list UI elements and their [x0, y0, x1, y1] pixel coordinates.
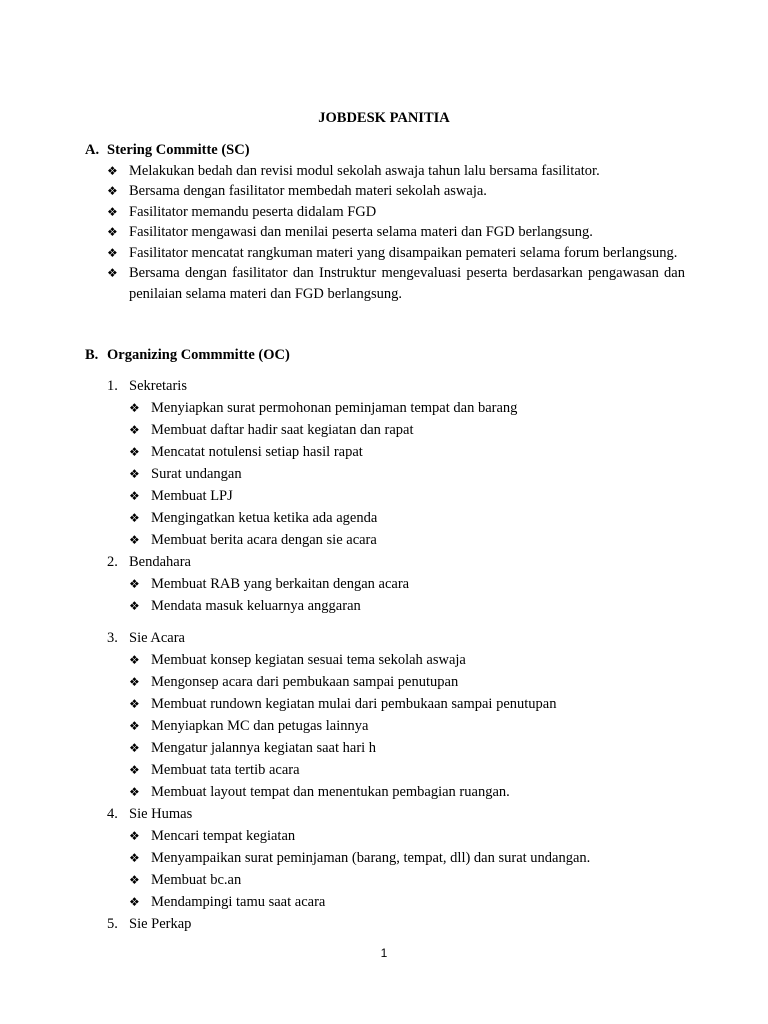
numbered-group — [107, 914, 685, 936]
list-item-text: Mencari tempat kegiatan — [151, 828, 296, 845]
diamond-bullet-icon: ❖ — [129, 785, 140, 800]
diamond-bullet-icon: ❖ — [129, 895, 140, 910]
group-heading — [107, 914, 685, 936]
diamond-bullet-icon: ❖ — [129, 873, 140, 888]
diamond-bullet-icon: ❖ — [129, 675, 140, 690]
list-item — [107, 243, 685, 264]
section-title: Stering Committe (SC) — [107, 142, 250, 158]
group-heading — [107, 552, 685, 574]
diamond-bullet-icon: ❖ — [129, 653, 140, 668]
group-number: 3. — [107, 630, 118, 647]
list-item-text: Mengonsep acara dari pembukaan sampai penutupan — [151, 674, 459, 691]
section-heading — [85, 140, 685, 161]
list-item — [107, 263, 685, 304]
list-item-text: Fasilitator mengawasi dan menilai peserta selama materi dan FGD berlangsung. — [129, 224, 593, 240]
list-item — [129, 738, 685, 760]
list-item — [129, 596, 685, 618]
list-item-text: Fasilitator memandu peserta didalam FGD — [129, 203, 377, 220]
list-item-text: Membuat konsep kegiatan sesuai tema sekolah aswaja — [151, 652, 466, 669]
diamond-bullet-icon: ❖ — [129, 533, 140, 548]
list-item — [129, 650, 685, 672]
diamond-bullet-icon: ❖ — [107, 184, 118, 198]
list-item — [129, 486, 685, 508]
section-letter: B. — [85, 347, 99, 363]
document-title: JOBDESK PANITIA — [318, 110, 450, 126]
group-name: Sekretaris — [129, 378, 187, 395]
list-item-text: Membuat bc.an — [151, 872, 242, 889]
numbered-list — [85, 376, 685, 936]
group-heading — [107, 628, 685, 650]
list-item-text: Membuat LPJ — [151, 488, 233, 505]
list-item-text: Melakukan bedah dan revisi modul sekolah aswaja tahun lalu bersama fasilitator. — [129, 162, 600, 179]
group-number: 1. — [107, 378, 118, 395]
section-heading — [85, 345, 685, 366]
group-number: 4. — [107, 806, 118, 823]
diamond-bullet-icon: ❖ — [129, 829, 140, 844]
diamond-bullet-icon: ❖ — [129, 445, 140, 460]
diamond-bullet-icon: ❖ — [129, 489, 140, 504]
group-heading — [107, 804, 685, 826]
list-item — [107, 202, 685, 223]
list-item-text: Menyiapkan surat permohonan peminjaman tempat dan barang — [151, 400, 518, 417]
list-item-text: Menyiapkan MC dan petugas lainnya — [151, 718, 369, 735]
group-name: Sie Acara — [129, 630, 185, 647]
list-item-text: Bersama dengan fasilitator membedah materi sekolah aswaja. — [129, 183, 487, 199]
numbered-group — [107, 804, 685, 914]
group-name: Bendahara — [129, 554, 191, 571]
group-number: 2. — [107, 554, 118, 571]
group-heading — [107, 376, 685, 398]
list-item-text: Fasilitator mencatat rangkuman materi yang disampaikan pemateri selama forum berlangsung. — [129, 244, 678, 261]
section-organizing-committe — [85, 345, 685, 936]
list-item-text: Membuat layout tempat dan menentukan pembagian ruangan. — [151, 784, 510, 801]
list-item — [129, 530, 685, 552]
list-item — [107, 181, 685, 202]
list-item-text: Mengatur jalannya kegiatan saat hari h — [151, 740, 377, 757]
list-item — [129, 464, 685, 486]
diamond-bullet-icon: ❖ — [129, 719, 140, 734]
numbered-group — [107, 628, 685, 804]
list-item — [129, 442, 685, 464]
list-item — [129, 848, 685, 870]
bullet-list — [107, 161, 685, 305]
list-item-text: Membuat tata tertib acara — [151, 762, 300, 779]
diamond-bullet-icon: ❖ — [107, 245, 118, 260]
list-item — [107, 161, 685, 182]
list-item-text: Mengingatkan ketua ketika ada agenda — [151, 510, 378, 527]
bullet-list — [129, 398, 685, 552]
list-item — [129, 420, 685, 442]
list-item — [129, 508, 685, 530]
list-item-text: Mendampingi tamu saat acara — [151, 894, 326, 911]
list-item — [129, 760, 685, 782]
list-item-text: Membuat rundown kegiatan mulai dari pembukaan sampai penutupan — [151, 696, 557, 713]
diamond-bullet-icon: ❖ — [129, 599, 140, 614]
diamond-bullet-icon: ❖ — [129, 467, 140, 482]
page-number: 1 — [380, 946, 388, 960]
diamond-bullet-icon: ❖ — [107, 225, 118, 239]
list-item — [129, 672, 685, 694]
list-item — [129, 574, 685, 596]
group-number: 5. — [107, 916, 118, 933]
list-item-text: Menyampaikan surat peminjaman (barang, tempat, dll) dan surat undangan. — [151, 850, 591, 867]
diamond-bullet-icon: ❖ — [129, 763, 140, 778]
list-item — [107, 222, 685, 243]
list-item-text: Surat undangan — [151, 466, 242, 483]
list-item-text: Membuat daftar hadir saat kegiatan dan rapat — [151, 422, 414, 439]
bullet-list — [129, 650, 685, 804]
diamond-bullet-icon: ❖ — [129, 511, 140, 526]
list-item-text: Membuat berita acara dengan sie acara — [151, 532, 377, 549]
diamond-bullet-icon: ❖ — [129, 401, 140, 416]
list-item — [129, 716, 685, 738]
diamond-bullet-icon: ❖ — [107, 266, 118, 280]
group-name: Sie Perkap — [129, 916, 192, 933]
bullet-list — [129, 574, 685, 618]
diamond-bullet-icon: ❖ — [107, 204, 118, 219]
diamond-bullet-icon: ❖ — [129, 577, 140, 592]
list-item-text: Bersama dengan fasilitator dan Instruktur mengevaluasi peserta berdasarkan pengawasan dan penilaian selama materi dan FGD berlangsung. — [129, 265, 685, 302]
list-item — [129, 826, 685, 848]
list-item-text: Mendata masuk keluarnya anggaran — [151, 598, 361, 615]
group-name: Sie Humas — [129, 806, 193, 823]
diamond-bullet-icon: ❖ — [129, 741, 140, 756]
list-item — [129, 892, 685, 914]
list-item — [129, 694, 685, 716]
list-item-text: Membuat RAB yang berkaitan dengan acara — [151, 576, 410, 593]
bullet-list — [129, 826, 685, 914]
list-item-text: Mencatat notulensi setiap hasil rapat — [151, 444, 363, 461]
list-item — [129, 870, 685, 892]
section-stering-committe — [85, 140, 685, 304]
section-letter: A. — [85, 142, 100, 158]
list-item — [129, 398, 685, 420]
diamond-bullet-icon: ❖ — [129, 423, 140, 438]
numbered-group — [107, 376, 685, 552]
diamond-bullet-icon: ❖ — [107, 163, 118, 178]
section-title: Organizing Commmitte (OC) — [107, 347, 290, 363]
numbered-group — [107, 552, 685, 618]
diamond-bullet-icon: ❖ — [129, 851, 140, 866]
list-item — [129, 782, 685, 804]
diamond-bullet-icon: ❖ — [129, 697, 140, 712]
